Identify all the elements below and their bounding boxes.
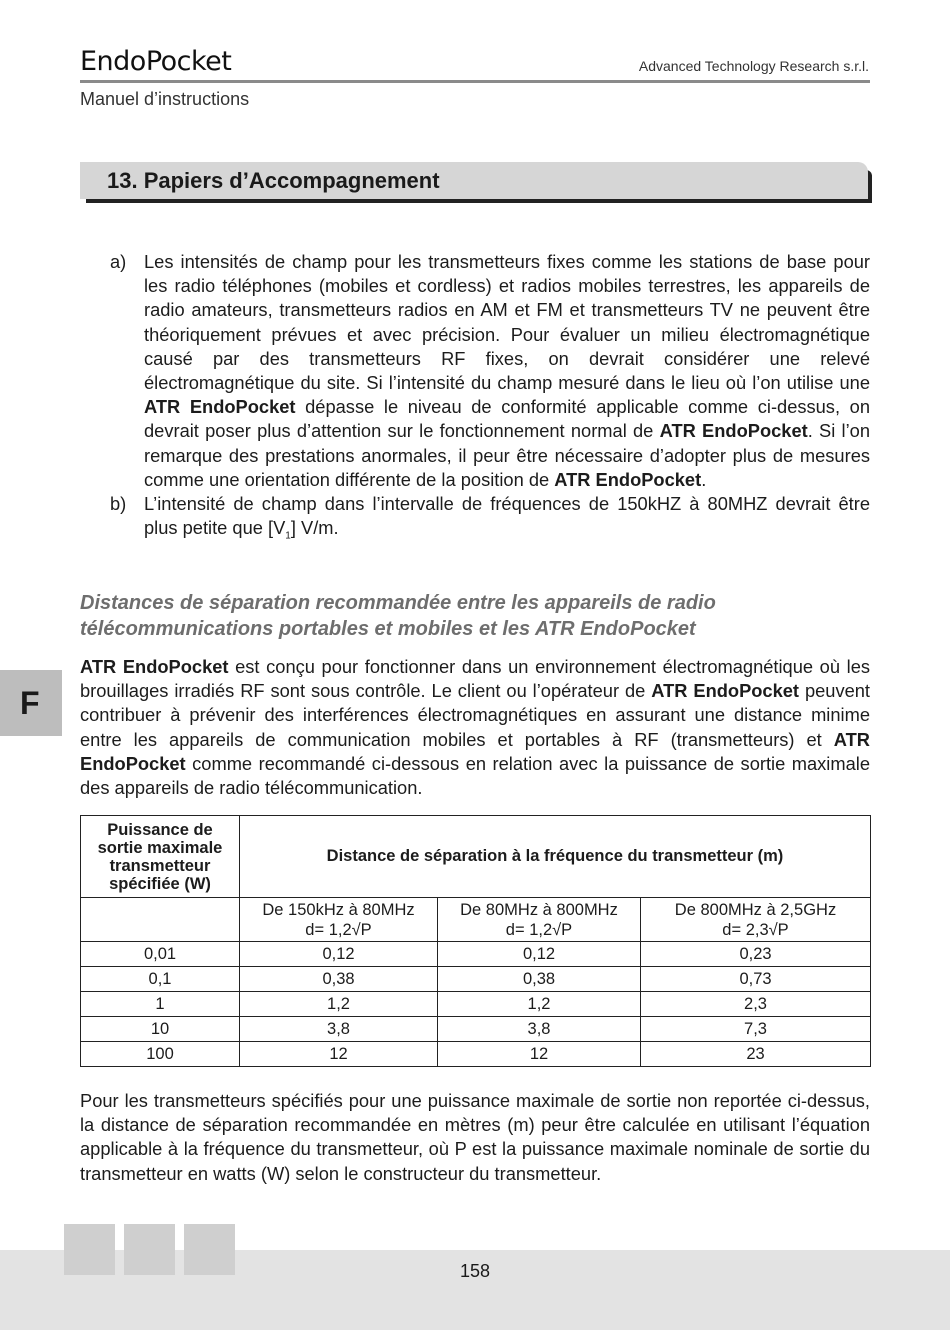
sub-heading: Distances de séparation recommandée entre les appareils de radio télécommunications portables et mobiles et les ATR EndoPocket <box>80 592 716 640</box>
intro-paragraph: ATR EndoPocket est conçu pour fonctionner dans un environnement électromagnétique où les brouillages irradiés RF sont sous contrôle. Le client ou l’opérateur de ATR EndoPocket peuvent contribuer à prévenir des interférences électromagnétiques en assurant une distance minime entre les appareils de communication mobiles et portables à RF (transmetteurs) et ATR EndoPocket comme recommandé ci-dessous en relation avec la puissance de sortie maximale des appareils de radio télécommunication. <box>80 656 871 799</box>
list-marker: b) <box>110 493 127 515</box>
frequency-range-row <box>81 898 871 942</box>
list-item <box>110 492 870 549</box>
table-cell: 1 <box>81 992 240 1017</box>
list-item-text: L’intensité de champ dans l’intervalle de fréquences de 150kHZ à 80MHZ devrait être plus petite que $[V_1]$ V/m. <box>144 493 870 542</box>
company-name: Advanced Technology Research s.r.l. <box>638 58 869 74</box>
side-tab-letter: F <box>20 685 40 721</box>
manual-subtitle: Manuel d’instructions <box>80 89 250 109</box>
table-row <box>81 1042 871 1067</box>
table-cell: 7,3 <box>641 1017 871 1042</box>
section-side-tab <box>0 670 62 736</box>
list-marker: a) <box>110 251 127 272</box>
page-number: 158 <box>459 1261 491 1281</box>
list-item-text: Les intensités de champ pour les transmetteurs fixes comme les stations de base pour les radio téléphones (mobiles et cordless) et radios mobiles terrestres, les appareils de radio amateurs, transmetteurs radios en AM et FM et transmetteurs TV ne peuvent être théoriquement prévues et avec précision. Pour évaluer un milieu électromagnétique causé par des transmetteurs RF fixes, on devrait considérer une relevé électromagnétique du site. Si l’intensité du champ mesuré dans le lieu où l’on utilise une ATR EndoPocket dépasse le niveau de conformité applicable comme ci-dessus, on devrait poser plus d’attention sur le fonctionnement normal de ATR EndoPocket. Si l’on remarque des prestations anormales, il peur être nécessaire d’adopter plus de mesures comme une orientation différente de la position de ATR EndoPocket. <box>144 251 871 490</box>
brand-logo: EndoPocket <box>80 46 232 77</box>
table-cell: 12 <box>240 1042 438 1067</box>
table-cell: 0,38 <box>438 967 641 992</box>
header-divider <box>80 80 870 83</box>
table-cell: 0,12 <box>240 942 438 967</box>
table-cell: 3,8 <box>438 1017 641 1042</box>
table-cell: 1,2 <box>438 992 641 1017</box>
table-cell: 0,38 <box>240 967 438 992</box>
table-cell: 0,01 <box>81 942 240 967</box>
table-cell: 100 <box>81 1042 240 1067</box>
table-row <box>81 1017 871 1042</box>
table-cell: 12 <box>438 1042 641 1067</box>
table-row <box>81 942 871 967</box>
header-power: Puissance de sortie maximale transmetteur spécifiée (W) <box>81 816 240 898</box>
separation-distance-table <box>80 815 871 1067</box>
range-cell: De 80MHz à 800MHz d= 1,2√P <box>438 898 641 942</box>
section-title: 13. Papiers d’Accompagnement <box>107 168 440 193</box>
table-cell: 0,73 <box>641 967 871 992</box>
table-cell: 23 <box>641 1042 871 1067</box>
header-distance: Distance de séparation à la fréquence du transmetteur (m) <box>240 816 871 898</box>
range-cell: De 800MHz à 2,5GHz d= 2,3√P <box>641 898 871 942</box>
table-cell: 0,23 <box>641 942 871 967</box>
table-cell: 3,8 <box>240 1017 438 1042</box>
table-header-row <box>81 816 871 898</box>
table-row <box>81 967 871 992</box>
table-cell: 10 <box>81 1017 240 1042</box>
table-cell: 1,2 <box>240 992 438 1017</box>
table-row <box>81 992 871 1017</box>
table-cell: 0,1 <box>81 967 240 992</box>
table-cell <box>81 898 240 942</box>
table-cell: 0,12 <box>438 942 641 967</box>
list-item <box>110 250 870 492</box>
table-cell: 2,3 <box>641 992 871 1017</box>
section-heading-bar <box>80 162 872 203</box>
notes-list <box>110 250 870 549</box>
closing-paragraph: Pour les transmetteurs spécifiés pour une puissance maximale de sortie non reportée ci-dessus, la distance de séparation recommandée en mètres (m) peur être calculée en utilisant l’équation applicable à la fréquence du transmetteur, où P est la puissance maximale nominale de sortie du transmetteur en watts (W) selon le constructeur du transmetteur. <box>80 1090 870 1184</box>
range-cell: De 150kHz à 80MHz d= 1,2√P <box>240 898 438 942</box>
